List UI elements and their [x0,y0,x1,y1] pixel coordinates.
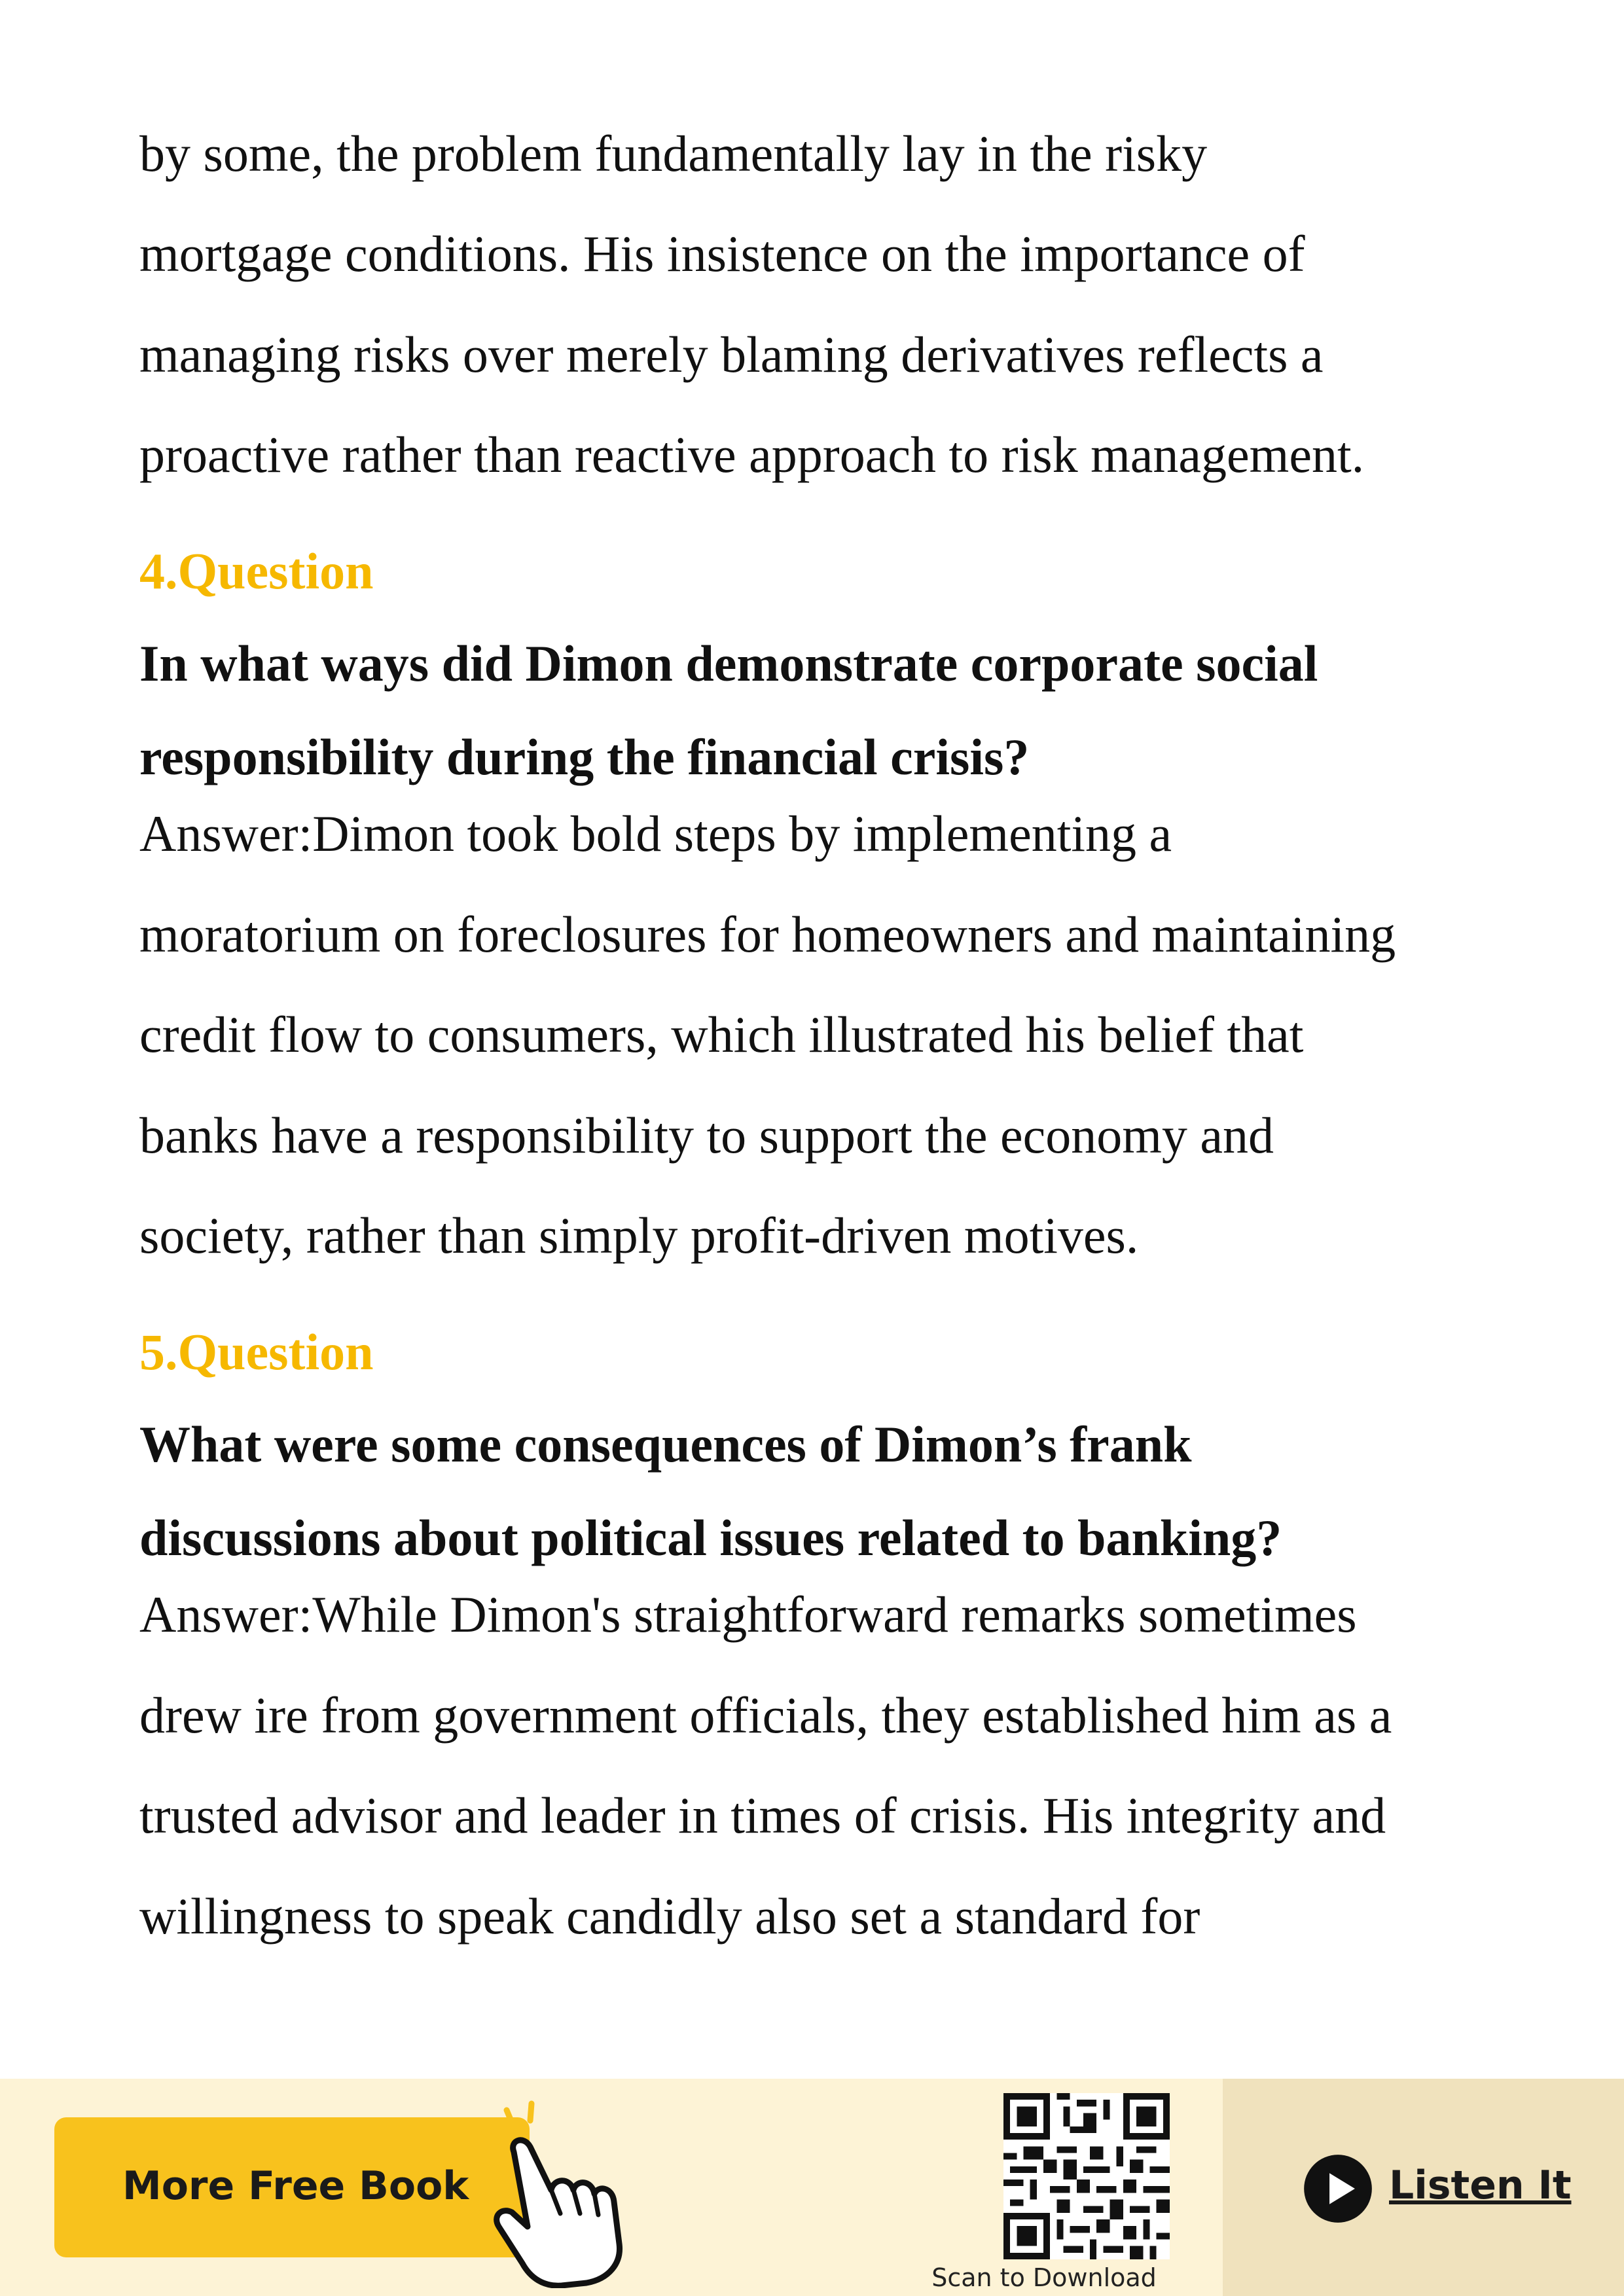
question-5-text: discussions about political issues related to banking? [139,1509,1282,1566]
answer-4-line: banks have a responsibility to support the economy and [139,1107,1274,1164]
footer-bar [0,2079,1624,2296]
listen-it-link[interactable]: Listen It [1389,2162,1572,2208]
answer-4-line: credit flow to consumers, which illustrated his belief that [139,1006,1304,1063]
paragraph-line: managing risks over merely blaming derivatives reflects a [139,326,1324,383]
scan-to-download-label: Scan to Download [931,2263,1157,2292]
question-5-heading: 5.Question [139,1323,374,1380]
answer-4-line: Answer:Dimon took bold steps by implementing a [139,805,1172,862]
answer-4-line: society, rather than simply profit-driven motives. [139,1207,1139,1264]
more-free-book-label: More Free Book [122,2163,469,2209]
answer-4-line: moratorium on foreclosures for homeowners and maintaining [139,906,1396,963]
paragraph-line: mortgage conditions. His insistence on the importance of [139,225,1305,282]
answer-5-line: drew ire from government officials, they established him as a [139,1687,1392,1744]
question-4-text: In what ways did Dimon demonstrate corporate social [139,635,1318,692]
paragraph-line: proactive rather than reactive approach to risk management. [139,426,1365,483]
pointing-hand-icon [458,2092,628,2288]
question-4-text: responsibility during the financial crisis? [139,728,1030,785]
answer-5-line: Answer:While Dimon's straightforward remarks sometimes [139,1586,1357,1643]
paragraph-line: by some, the problem fundamentally lay in the risky [139,125,1208,182]
answer-5-line: trusted advisor and leader in times of crisis. His integrity and [139,1787,1386,1844]
qr-code-icon [1003,2093,1170,2259]
question-5-text: What were some consequences of Dimon’s frank [139,1416,1192,1473]
question-4-heading: 4.Question [139,543,374,600]
answer-5-line: willingness to speak candidly also set a standard for [139,1888,1200,1945]
play-icon[interactable] [1303,2153,1373,2224]
